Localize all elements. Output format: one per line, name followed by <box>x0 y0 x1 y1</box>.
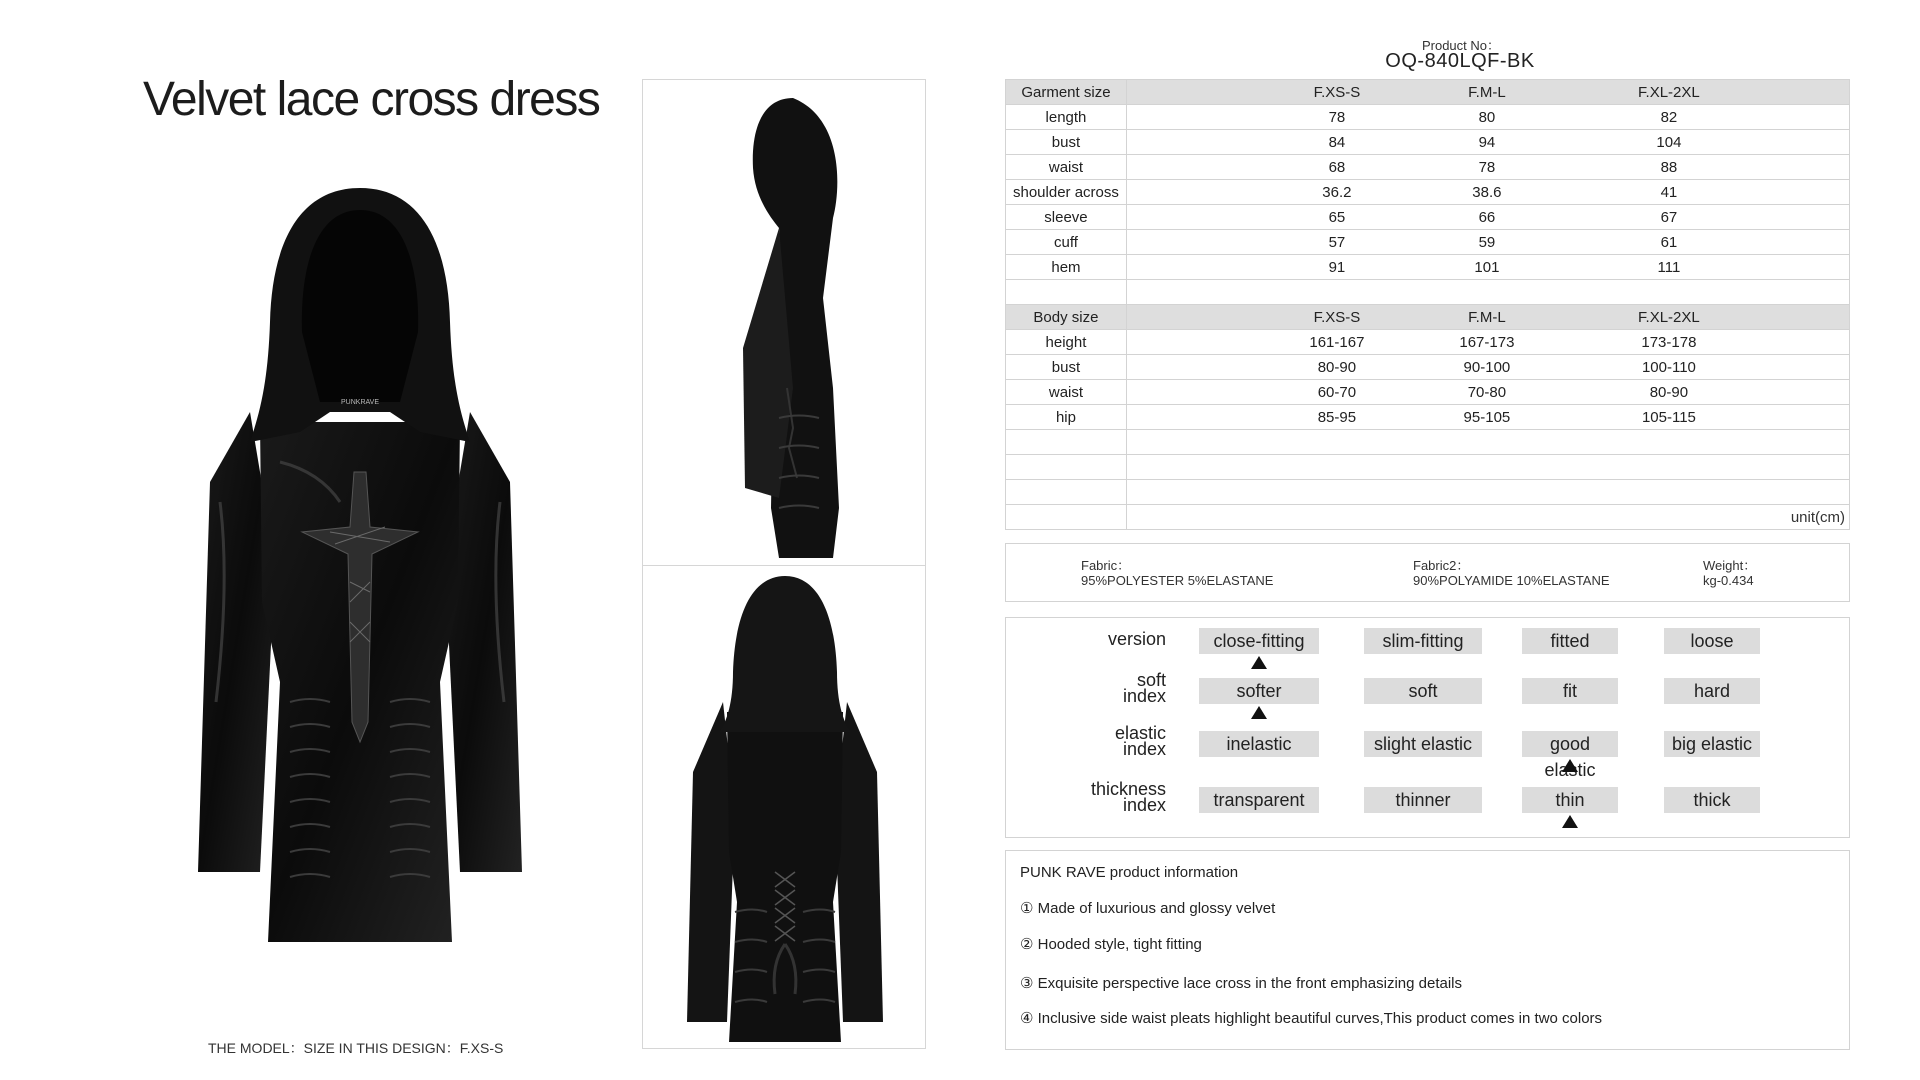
row-label: waist <box>1006 155 1127 180</box>
table-cell: 67 <box>1660 209 1678 226</box>
table-cell: 105-115 <box>1641 409 1696 426</box>
table-cell: 84 <box>1328 134 1346 151</box>
fabric-1-label: Fabric： <box>1081 558 1131 573</box>
product-number: OQ-840LQF-BK <box>1385 50 1535 72</box>
soft-option: softer <box>1199 678 1319 704</box>
table-cell: 173-178 <box>1641 334 1697 351</box>
table-cell: 90-100 <box>1463 359 1511 376</box>
table-cell: 161-167 <box>1309 334 1365 351</box>
table-cell: 104 <box>1656 134 1682 151</box>
info-item: ② Hooded style, tight fitting <box>1020 936 1202 953</box>
table-cell: 70-80 <box>1467 384 1507 401</box>
size-column-header: F.XS-S <box>1313 84 1361 101</box>
row-label: length <box>1006 105 1127 130</box>
table-cell: 78 <box>1328 109 1346 126</box>
info-item: ④ Inclusive side waist pleats highlight beautiful curves,This product comes in two colors <box>1020 1010 1603 1027</box>
table-row <box>1006 330 1850 355</box>
alt-views-panel <box>642 79 926 1049</box>
elastic-option: good elastic <box>1522 731 1618 757</box>
soft-index-label: soft index <box>1122 670 1166 706</box>
brand-label: PUNKRAVE <box>341 399 379 406</box>
table-cell: 85-95 <box>1317 409 1357 426</box>
thickness-option: thinner <box>1364 787 1482 813</box>
thickness-index-label: thickness index <box>1090 779 1166 815</box>
thickness-option: transparent <box>1199 787 1319 813</box>
unit-label: unit(cm) <box>1790 509 1845 526</box>
table-cell: 80-90 <box>1649 384 1689 401</box>
row-label: cuff <box>1006 230 1127 255</box>
table-cell: 65 <box>1328 209 1346 226</box>
fabric-info-box <box>1005 543 1850 602</box>
table-cell: 100-110 <box>1641 359 1696 376</box>
table-cell: 94 <box>1478 134 1496 151</box>
info-item: ① Made of luxurious and glossy velvet <box>1020 900 1276 917</box>
table-row <box>1006 255 1850 280</box>
size-column-header: F.XS-S <box>1313 309 1361 326</box>
fabric-2-value: 90%POLYAMIDE 10%ELASTANE <box>1413 573 1610 588</box>
fabric-2-label: Fabric2： <box>1413 558 1470 573</box>
thickness-option: thin <box>1522 787 1618 813</box>
body-size-header-row <box>1006 305 1850 330</box>
version-option: fitted <box>1522 628 1618 654</box>
table-row-empty <box>1006 455 1850 480</box>
model-size-note: THE MODEL：SIZE IN THIS DESIGN：F.XS-S <box>208 1040 504 1056</box>
body-size-header: Body size <box>1006 305 1127 330</box>
table-cell: 78 <box>1478 159 1496 176</box>
elastic-option: big elastic <box>1664 731 1760 757</box>
table-row-empty <box>1006 480 1850 505</box>
table-cell: 82 <box>1660 109 1678 126</box>
elastic-index-label: elastic index <box>1114 723 1166 759</box>
side-view-image <box>683 88 887 568</box>
table-cell: 68 <box>1328 159 1346 176</box>
fabric-1-value: 95%POLYESTER 5%ELASTANE <box>1081 573 1274 588</box>
fabric-2 <box>1413 558 1610 588</box>
garment-size-header: Garment size <box>1006 80 1127 105</box>
product-number-label: Product No： <box>1421 38 1501 53</box>
table-cell: 101 <box>1474 259 1500 276</box>
table-cell: 91 <box>1328 259 1346 276</box>
garment-size-header-row <box>1006 80 1850 105</box>
size-column-header: F.XL-2XL <box>1638 309 1700 326</box>
size-column-header: F.M-L <box>1468 309 1506 326</box>
version-option: close-fitting <box>1199 628 1319 654</box>
weight-value: kg-0.434 <box>1703 573 1754 588</box>
product-info-box <box>1005 850 1850 1050</box>
soft-option: soft <box>1364 678 1482 704</box>
product-title: Velvet lace cross dress <box>143 73 600 126</box>
size-chart-table <box>1005 79 1850 530</box>
table-row <box>1006 380 1850 405</box>
table-cell: 59 <box>1478 234 1496 251</box>
product-info-title: PUNK RAVE product information <box>1020 864 1239 881</box>
table-cell: 57 <box>1328 234 1346 251</box>
fit-index-box <box>1005 617 1850 838</box>
table-cell: 80 <box>1478 109 1496 126</box>
table-row-empty <box>1006 280 1850 305</box>
info-item: ③ Exquisite perspective lace cross in the front emphasizing details <box>1020 975 1462 992</box>
table-row <box>1006 230 1850 255</box>
table-cell: 95-105 <box>1463 409 1511 426</box>
table-row-unit <box>1006 505 1850 530</box>
table-row <box>1006 180 1850 205</box>
back-view-image <box>683 572 887 1044</box>
elastic-option: slight elastic <box>1364 731 1482 757</box>
table-row <box>1006 405 1850 430</box>
table-row-empty <box>1006 430 1850 455</box>
thickness-option: thick <box>1664 787 1760 813</box>
size-column-header: F.M-L <box>1468 84 1506 101</box>
version-label: version <box>1107 629 1166 649</box>
table-cell: 66 <box>1478 209 1496 226</box>
weight-label: Weight： <box>1703 558 1757 573</box>
table-row <box>1006 155 1850 180</box>
version-option: loose <box>1664 628 1760 654</box>
row-label: hem <box>1006 255 1127 280</box>
fabric-1 <box>1081 558 1273 588</box>
table-row <box>1006 105 1850 130</box>
table-cell: 88 <box>1660 159 1678 176</box>
table-cell: 111 <box>1657 259 1681 276</box>
version-selected-arrow-icon <box>1251 656 1267 669</box>
table-cell: 167-173 <box>1459 334 1515 351</box>
row-label: waist <box>1006 380 1127 405</box>
table-row <box>1006 205 1850 230</box>
size-column-header: F.XL-2XL <box>1638 84 1700 101</box>
table-cell: 36.2 <box>1322 184 1352 201</box>
table-cell: 41 <box>1660 184 1678 201</box>
version-option: slim-fitting <box>1364 628 1482 654</box>
soft-option: fit <box>1522 678 1618 704</box>
table-cell: 61 <box>1660 234 1678 251</box>
table-cell: 60-70 <box>1317 384 1357 401</box>
row-label: bust <box>1006 130 1127 155</box>
panel-divider <box>643 565 925 566</box>
elastic-selected-arrow-icon <box>1562 759 1578 772</box>
table-row <box>1006 355 1850 380</box>
table-row <box>1006 130 1850 155</box>
front-dress-image <box>190 182 530 952</box>
row-label: height <box>1006 330 1127 355</box>
row-label: bust <box>1006 355 1127 380</box>
table-cell: 38.6 <box>1472 184 1502 201</box>
row-label: sleeve <box>1006 205 1127 230</box>
weight <box>1703 558 1756 588</box>
elastic-option: inelastic <box>1199 731 1319 757</box>
row-label: shoulder across <box>1006 180 1127 205</box>
soft-option: hard <box>1664 678 1760 704</box>
table-cell: 80-90 <box>1317 359 1357 376</box>
thickness-selected-arrow-icon <box>1562 815 1578 828</box>
row-label: hip <box>1006 405 1127 430</box>
soft-selected-arrow-icon <box>1251 706 1267 719</box>
